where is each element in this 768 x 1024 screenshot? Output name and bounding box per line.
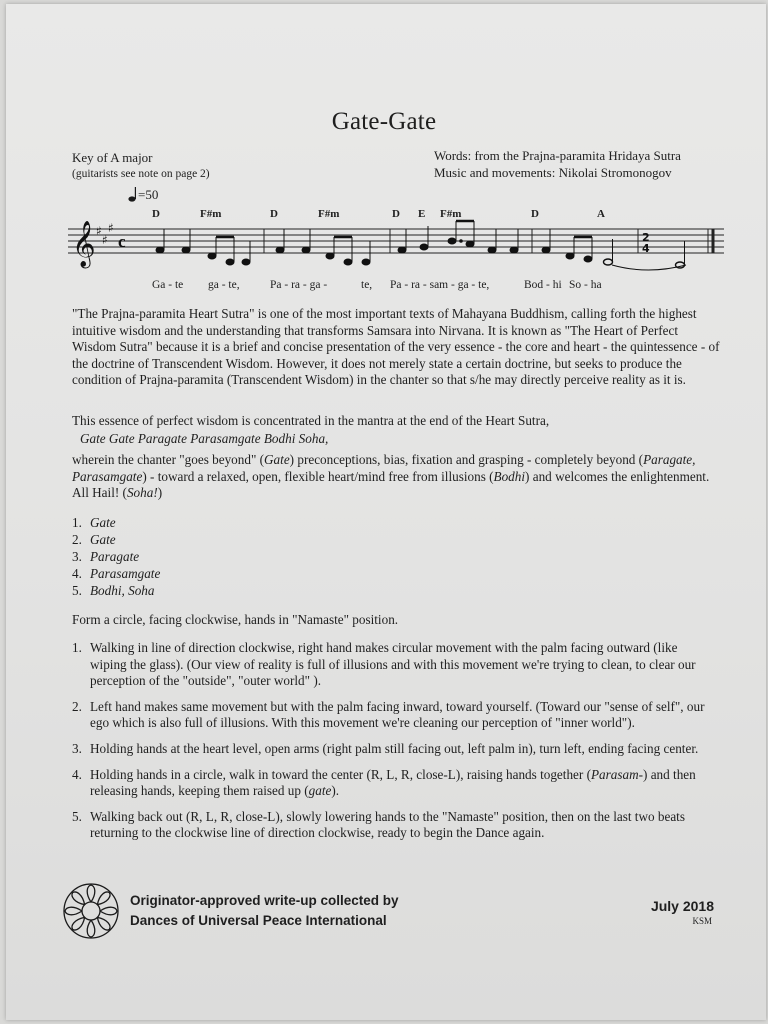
footer-initials: KSM xyxy=(692,916,712,926)
footer-line-2: Dances of Universal Peace International xyxy=(130,913,387,928)
guitarist-note: (guitarists see note on page 2) xyxy=(72,168,210,180)
tempo-marking xyxy=(128,186,158,203)
chord-symbol: D xyxy=(152,208,160,220)
page-title: Gate-Gate xyxy=(331,108,437,135)
list-item: 3. Holding hands at the heart level, open arms (right palm still facing out, left palm in), turn left, ending facing center. xyxy=(72,740,699,756)
list-item: 5. Bodhi, Soha xyxy=(72,583,155,598)
chord-symbol: D xyxy=(392,208,400,220)
list-item: 2. Left hand makes same movement but with the palm facing inward, toward yourself. (Toward our "sense of self", our ego which is also full of illusions. With this movement we're cleaning our perception of "inner world"). xyxy=(72,698,705,731)
list-item: 3. Paragate xyxy=(72,549,140,564)
words-credit: Words: from the Prajna-paramita Hridaya Sutra xyxy=(434,148,681,163)
svg-text:4: 4 xyxy=(642,242,650,255)
mantra-line: Gate Gate Paragate Parasamgate Bodhi Soha, xyxy=(80,431,329,446)
key-signature-label: Key of A major xyxy=(72,150,153,165)
chord-symbol: F#m xyxy=(440,208,462,220)
essence-line: This essence of perfect wisdom is concentrated in the mantra at the end of the Heart Sutra, xyxy=(72,413,550,428)
lyric-syllables: So - ha xyxy=(569,279,602,291)
lyric-syllables: Pa - ra - sam - ga - te, xyxy=(390,279,490,291)
lyric-syllables: Pa - ra - ga - xyxy=(270,279,328,291)
common-time-icon: c xyxy=(118,232,126,251)
chord-symbol: D xyxy=(531,208,539,220)
chord-symbol: F#m xyxy=(200,208,222,220)
chord-symbol: F#m xyxy=(318,208,340,220)
footer-line-1: Originator-approved write-up collected by xyxy=(130,893,399,908)
tempo-value: =50 xyxy=(138,187,159,202)
key-info xyxy=(72,150,210,182)
svg-text:♯: ♯ xyxy=(108,221,114,235)
music-staff xyxy=(68,215,728,277)
footer-date: July 2018 xyxy=(650,898,714,914)
verse-list xyxy=(72,514,160,599)
footer-organization xyxy=(130,891,399,931)
formation-instruction: Form a circle, facing clockwise, hands in "Namaste" position. xyxy=(72,612,399,627)
chord-symbol: E xyxy=(418,208,426,220)
quarter-note-icon xyxy=(128,186,138,202)
chord-symbol: D xyxy=(270,208,278,220)
intro-paragraph: "The Prajna-paramita Heart Sutra" is one of the most important texts of Mahayana Buddhism, calling forth the highest intuitive wisdom and the understanding that transforms Samsara into Nirvana. It is known as "The Heart of Perfect Wisdom Sutra" because it is a brief and concise presentation of the very essence - the core and heart - the quintessence - of the doctrine of Transcendent Wisdom. However, it does not merely state a certain doctrine, but seeks to produce the condition of Prajna-paramita (Transcendent Wisdom) in the chanter so that s/he may directly perceive reality as it is. xyxy=(72,306,720,388)
list-item: 2. Gate xyxy=(72,532,116,547)
svg-text:♯: ♯ xyxy=(96,224,102,238)
svg-text:2: 2 xyxy=(642,231,650,244)
list-item: 5. Walking back out (R, L, R, close-L), slowly lowering hands to the "Namaste" position, then on the last two beats returning to the clockwise line of direction clockwise, ready to begin the Dance again. xyxy=(72,808,685,841)
dances-of-universal-peace-logo-icon xyxy=(60,880,122,942)
list-item: 4. Holding hands in a circle, walk in toward the center (R, L, R, close-L), raising hands together (Parasam-) and then releasing hands, keeping them raised up (gate). xyxy=(72,766,696,799)
notes-measure-5 xyxy=(642,231,685,268)
lyric-syllables: Ga - te xyxy=(152,279,184,291)
chord-symbol: A xyxy=(597,208,605,220)
list-item: 1. Gate xyxy=(72,515,116,530)
lyric-syllables: Bod - hi xyxy=(524,279,562,291)
lyric-syllables: te, xyxy=(361,279,373,291)
treble-clef-icon: 𝄞 xyxy=(72,221,96,267)
music-credit: Music and movements: Nikolai Stromonogov xyxy=(434,165,672,180)
notes-measure-3 xyxy=(398,221,518,253)
list-item: 1. Walking in line of direction clockwise, right hand makes circular movement with the palm facing outward (like wiping the glass). (Our view of reality is full of illusions and with this movement we're trying to clean, to clear our perception of the "outside", "outer world" ). xyxy=(72,640,696,689)
lyric-syllables: ga - te, xyxy=(208,279,240,291)
movement-steps xyxy=(72,640,712,851)
key-signature-sharps-icon xyxy=(96,221,114,247)
list-item: 4. Parasamgate xyxy=(72,566,161,581)
svg-text:♯: ♯ xyxy=(102,233,108,247)
credits xyxy=(434,147,718,181)
explanation-paragraph: wherein the chanter "goes beyond" (Gate) preconceptions, bias, fixation and grasping - completely beyond (Paragate, Parasamgate) - toward a relaxed, open, flexible heart/mind free from illusions (Bodhi) and welcomes the enlightenment. All Hail! (Soha!) xyxy=(72,452,710,501)
